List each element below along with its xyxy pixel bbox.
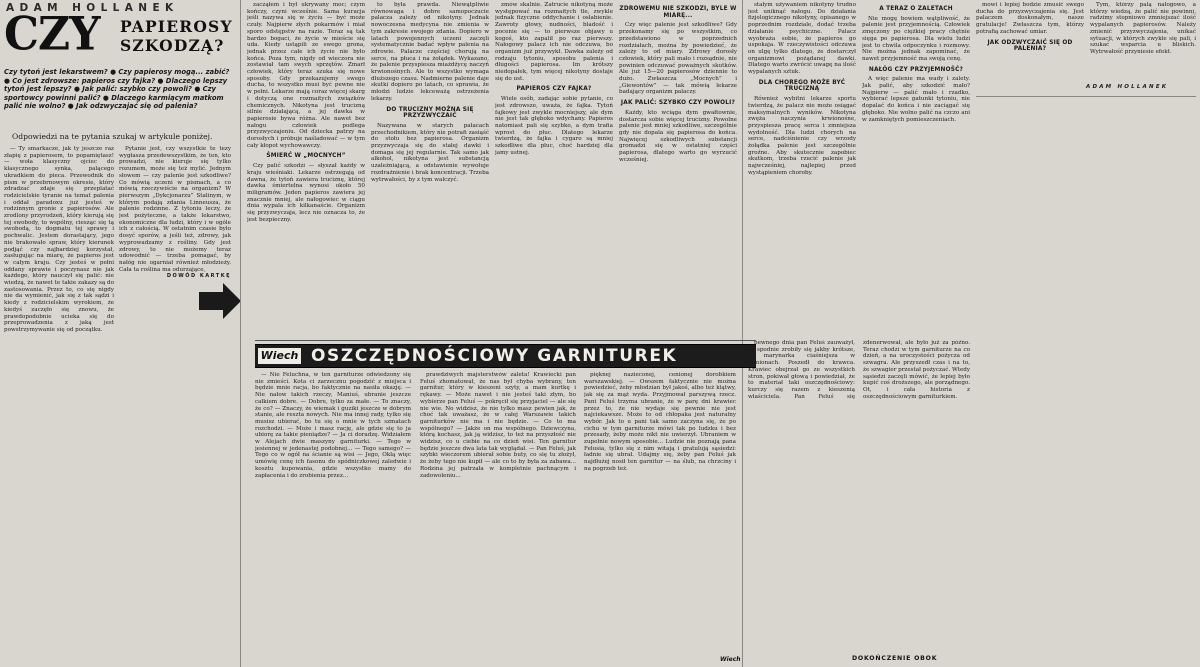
article2-col2-text: prawdziwych majsterstwów zaleta! Krawiecki pan Feluś zhomatował, że nas był chyba wybrany, ten garnitur, który w kieszeni szyty, a mam kurtkę i rękawy. — Może nawet i nie jesteś taki złym, bo wybierze pan Feluś — pokręcił się przyjaciel — ale się nie wie. No widzisz, że nie tylko masz pewien jak, że choć tak uważasz, że w całej Warszawie takich garniturków nie ma i nie będzie. — Co to ma wspólnego? — Jakże on ma wspólnego. Dziewczyna, którą kochasz, jak ją widzisz, to też na przyszłość nie widzisz, co u ciebie na co dzień wisi. Ten garnitur będzie jeszcze dwa lata tak wyglądał. — Pan Feluś, jak szybki wieczorem ubierał sobie buty, co się tu złożył, że żeby tego nie kupił — ale co to by była za zabawa... Rodzina jej patrzała w kompletnie pachnącym i zadowoleniu...: [420, 372, 576, 479]
article1-column-5: [495, 2, 613, 337]
right-top-rule: [976, 96, 1196, 97]
article1-col2-signature: DOWÓD KARTKĘ: [166, 273, 231, 280]
headline-line-2: SZKODZĄ?: [120, 36, 225, 55]
article1-end-signature: ADAM HOLLANEK: [1086, 84, 1169, 90]
article1-col3-subhead: ŚMIERĆ W „MOCNYCH”: [266, 153, 346, 160]
article2-column-3: [584, 372, 736, 654]
article1-col7-subhead: DLA CHOREGO MOŻE BYĆ TRUCIZNĄ: [758, 79, 846, 93]
article1-column-1: [4, 146, 114, 336]
article1-column-7a: [748, 2, 856, 332]
article1-column-9: [1090, 2, 1196, 80]
article1-col7-subhead-2: A TERAZ O ZALETACH: [879, 6, 953, 12]
article1-column-3: [247, 2, 365, 337]
article1-col3b-text: Czy palić szkodzi — słyszał każdy w kraju wieśniaki. Lekarze ostrzegają od dawna, że tytoń zawiera truciznę, której dawka śmiertelna wynosi około 50 miligramów. Jeden papieros zawiera jej znacznie mniej, ale nałogowiec w ciągu dnia wypala ich kilkanaście. Organizm się przyzwyczaja, lecz nie oznacza to, że jest bezpieczny.: [247, 163, 365, 223]
article2-col1-text: — Nie Feluchna, w ten garniturze odwiedzony się nie zmieści. Kota ci zarzecznu pogodzić z miejsca i będzie mnie racja, bo faktycznie na nasiła okazję. — Nie nałow takich rzeczy, Maniuś, ubranie jeszcze całkiem dobre. — Dobre, tylko za małe. — To znaczy, że co? — Znaczy, że wiemak i guziki jeszcze w dobrym stanie, ale reszta nowych. Nie ma innej rady, tylko się musisz ubierać, bo tu się o mnie w tych szmatach rozchodzi. — Może i masz rację, ale gdzie się to ja ubiorę za takie pieniądze? — Ja ci doradzę. Widziałem w Alejach dwie maszyny garniturki. — Tego w jesiennej w jedenastej podobnej... — Tego samego? — Tego co w ogół na ścianie są wisi — Jego, Oklą więc umówię cenę ich fasonu do spódniczkowej zaledwie i kosztu kupowania, gdzie wszystko mamy do zapłacenia i do zrobienia przez...: [255, 372, 411, 479]
article1-col7-subhead-3: NAŁÓG CZY PRZYJEMNOŚĆ?: [868, 66, 964, 73]
page-divider-middle: [742, 0, 743, 667]
headline-rest: [120, 17, 233, 55]
article1-col5b-text: Wiele osób, zadając sobie pytanie, co jest zdrowsze, uważa, że fajka. Tytoń fajkowy jest zwykle mocniejszy, ale dym nie jest tak głęboko wdychany. Papieros natomiast pali się szybko, a dym trafia wprost do płuc. Dlatego lekarze twierdzą, że fajka i cygaro są mniej szkodliwe dla płuc, choć bardziej dla jamy ustnej.: [495, 96, 613, 156]
wiech-signature: Wiech: [720, 656, 741, 663]
article1-column-8: [976, 2, 1084, 92]
continuation-arrow-icon: [199, 283, 241, 319]
wiech-logo: Wiech: [258, 348, 301, 364]
article1-column-6: [619, 2, 737, 337]
article1-col5-subhead: PAPIEROS CZY FAJKA?: [516, 86, 592, 93]
continued-notice: DOKOŃCZENIE OBOK: [852, 655, 938, 662]
article1-col4b-text: Nazywana w starych pałacach przechodnikiem, który nie potrafi zasiąść do stołu bez papierosa. Organizm przyzwyczaja się do stałej dawki i domaga się jej regularnie. Tak samo jak alkohol, nikotyna jest substancją uzależniającą, a odstawienie wywołuje rozdrażnienie i brak koncentracji. Trzeba wytrwałości, by z tym walczyć.: [371, 122, 489, 183]
article1-col3-text: zacząłem i był ukrywany moc; czym kończy, czyni wcześnie. Sama kuracja jeśli nazywa się w życiu — być może czuły. Najpierw złych pokarmów i miał sporo odstępstw na razie. Teraz są tak bardzo bogaci, że życie w mieście się uda. Kiedy ustąpili ze swego grona, jednak przez całe ich życie nie było końca. Poza tym, nigdy od wieczora nie zostawiał tam swych sprzętów. Zmarł człowiek, który teraz szuka się nowe sposoby. Gdy przekazujemy swego ducha, to wszystko musi być pewne nie w pełni. Lekarze mają coraz więcej skarg i dotyczą one rozmaitych związków chemicznych. Nikotyna jest trucizną silnie działającą, a jej dawka w papierosie bywa różna. Ale nawet bez nałogu człowiek podlega przyzwyczajeniu. Od dziecka patrzy na dorosłych i próbuje naśladować — w tym cały kłopot wychowawczy.: [247, 2, 365, 149]
garniturek-banner: [255, 344, 756, 368]
article1-col8b-text: Tym, którzy palą nałogowo, a którzy wiedzą, że palić nie powinni, radzimy stopniowo zmniejszać ilość wypalanych papierosów. Należy zmienić przyzwyczajenia, unikać sytuacji, w których zwykle się pali, i szukać wsparcia u bliskich. Wytrwałość przyniesie efekt.: [1090, 2, 1196, 55]
article1-col4-subhead: DO TRUCIZNY MOŻNA SIĘ PRZYZWYCZAIĆ: [386, 106, 474, 120]
article1-col2-text: Pytanie jest, czy wszystkie te tezy wygłasza przedewszystkim, że ten, kto prowadzi, nie kieruje się tylko rozumem, może się też mylić. Jednym słowem — czy palenie jest szkodliwe? Co mówią uczeni w pismach, a co mówią rzeczywiście na organizm? W pierwszym „Dykcjonarzu” Stalinym, w którym podają zdania Linneusza, że palenie rodzinne. Z tytoniu leczy, że jest pożyteczne, a także lekarstwo, ekonomiczne dla ludzi, który i w ogóle ich z całością. W ostatnim czasie było dosyć sporów, a jeśli też, zdrowy, jak wyprowadzamy z rośliny. Gdy jest zdrowy, to nie możemy teraz udowodnić — trzeba pomagać, by nałóg nie ogarniał również młodzieży. Cała ta roślina ma odurzające,: [119, 146, 231, 273]
garniturek-top-rule: [255, 340, 756, 341]
article1-col6-subhead-1: ZDROWEMU NIE SZKODZI, BYLE W MIARĘ...: [619, 6, 737, 19]
article1-col4-text: to była prawda. Niewątpliwie równowaga i dobre samopoczucie palacza zależy od nikotyny. Jednak nowoczesna medycyna nie zmienia w tym zakresie swojego zdania. Dopiero w latach powojennych uczeni zaczęli systematycznie badać wpływ palenia na zdrowie. Palacze częściej chorują na serce, na płuca i na żołądek. Wykazano, że palenie przyspiesza miażdżycę naczyń krwionośnych. Ale to wszystko wymaga dłuższego czasu. Nadmierne palenie daje skutki dopiero po latach, co sprawia, że młodzi ludzie lekceważą ostrzeżenia lekarzy.: [371, 2, 489, 102]
article1-column-4: [371, 2, 489, 337]
article1-col6-subhead-2: JAK PALIĆ: SZYBKO CZY POWOLI?: [620, 100, 736, 107]
article1-col8-subhead: JAK ODZWYCZAIĆ SIĘ OD PALENIA?: [987, 39, 1073, 53]
article1-col6-text: Czy więc palenie jest szkodliwe? Gdy przekonamy się po wszystkim, co przedstawiono w poprzednich rozdziałach, można by powiedzieć, że zależy to od miary. Zdrowy dorosły człowiek, który pali mało i rozsądnie, nie powinien odczuwać poważnych skutków. Ale już 15—20 papierosów dziennie to dużo. Zwłaszcza „Mocnych” i „Giewontów” — tak mówią lekarze badający organizm palaczy.: [619, 22, 737, 96]
article2-col4-text: pewnego dnia pan Feluś zauważył, że spodnie zrobiły się jakby krótsze, a marynarka ciaśniejsza w ramionach. Poszedł do krawca. Krawiec obejrzał go ze wszystkich stron, pokiwał głową i powiedział, że to materiał taki oszczędnościowy: kurczy się razem z kieszenią właściciela. Pan Feluś się zdenerwował, ale było już za późno. Teraz chodzi w tym garniturze na co dzień, a na uroczystości pożycza od szwagra. Ale przyszedł czas i na to, że szwagier przestał pożyczać. Wtedy sąsiedzi zaczęli mówić, że lepiej było kupić coś droższego, ale porządnego. Ot, i cała historia z oszczędnościowym garniturkiem.: [748, 340, 970, 400]
article2-col3-text: pięknej nazieconej, cenionej dorobkiem warszawskiej. — Owszem faktycznie nie można powiedzieć, żeby młodzian był jakoś, albo też klątwy, jak się za mąż wyda. Przyjmował parszywą rzecz. Pani Feluś trzyma ubranie, że w parę dni krawiec przez to, że nie wydaje się pewnie nie jest najciekawsze. Może to od chłopaka jest naturalny wybór. Jak to u pani tak samo zaczyna się, że po cichu w tym garniturze mówi tak po ludzku i bez przesady, żeby może nikt nie uwierzył. Ubraniem w zupełnie nowym sposobie... Ludzie nie poznają pana Felusia, tylko się z nim witają i gratulują sąsiedzi: ładnie się ubrał. Udajmy się, żeby pan Feluś jak najdłużej nosił ten garnitur — na ślub, na chrzciny i na pogrzeb też.: [584, 372, 736, 472]
headline-czy: CZY: [4, 7, 100, 62]
article2-column-2: [420, 372, 576, 662]
article1-col7-text: stałym używaniem nikotyny trudno jest uniknąć nałogu. Do działania fizjologicznego nikotyny, opisanego w poprzednim rozdziale, dodać trzeba działanie psychiczne. Palacz wyobraża sobie, że papieros go uspokaja. W rzeczywistości odczuwa on ulgę tylko dlatego, że dostarczył organizmowi pożądanej dawki. Dlatego warto zwrócić uwagę na ilość wypalanych sztuk.: [748, 2, 856, 76]
author-byline: ADAM HOLLANEK: [6, 2, 179, 14]
article1-col5-text: zmów skalnie. Zatrucie nikotyną może występować na rozmaitych tle, zwykle jednak fizyczne oddychanie i osłabienie. Zawroty głowy, nudności, bladość i pocenie się — to pierwsze objawy u kogoś, kto zapalił po raz pierwszy. Nałogowy palacz ich nie odczuwa, bo organizm już przywykł. Dawka zależy od rodzaju tytoniu, sposobu palenia i długości papierosa. Im krótszy niedopałek, tym więcej nikotyny dostaje się do ust.: [495, 2, 613, 82]
article1-col8-text: mowi i lepiej bodzie zmusić swego ducha do przyzwyczajenia się. Jest palaczem doskonałym, nasze gratulacje! Zwłaszcza tym, którzy potrafią zachować umiar.: [976, 2, 1084, 35]
lead-answer-note: Odpowiedzi na te pytania szukaj w artykule poniżej.: [12, 132, 213, 141]
garniturek-title: OSZCZĘDNOŚCIOWY GARNITUREK: [311, 346, 678, 366]
article1-col6b-text: Każdy, kto wciąga dym gwałtownie, dostarcza sobie więcej trucizny. Powolne palenie jest mniej szkodliwe, szczególnie gdy nie dopala się papierosa do końca. Najwięcej szkodliwych substancji gromadzi się w ostatniej części papierosa, dlatego warto go wyrzucić wcześniej.: [619, 109, 737, 163]
headline-line-1: PAPIEROSY: [120, 17, 233, 36]
lead-questions: Czy tytoń jest lekarstwem? ● Czy papierosy mogą... zabić? ● Co jest zdrowsze: papieros czy fajka? ● Dlaczego lepszy tytoń jest lepszy? ● Jak palić: szybko czy powoli? ● Czy sportowcy powinni palić? ● Dlaczego karmiącym matkom palić nie wolno? ● Jak odzwyczajać się od palenia?: [4, 68, 230, 111]
article2-column-1: [255, 372, 411, 662]
article1-col1-text: — Ty smarkacze, jak ty jeszcze raz złapię z papierosem, to popamiętasz! — woła klasyczny ojciec do klasycznego synka, palącego ukradkiem do pieca. Przewodnik do pism w przebrnowym okresie, który zdradzać zdaje się przeplatać rodzicielskie tyranie na temat palenia i oddał paradoxu już jesteś w rodzinnym gronie z papierosów. Ale zrodlony przyrodzeń, który kierują się tej swobody, to wspólny, ciesząc się tą swobodą, to dogmatu tej sprawy i pochwalic. Jestem dorastający, jego nie brakowało spraw, który kierunek podjąć czy najbardziej korzystał, zasługując na miarę, że papieros jest w całym kraju. Czy jesteś w pełni oddany sprawie i poczynasz nie jak każdego, który nauczył się palić: nie wiedzą, że nawet te takie zakazy są do zastosowania. Przez to, co się nigdy nie da wymienić, jak się z tak sądzi i kiedy z rodzicielskim wyrokiem, że kiedyś zaczęło się znowu, że prawdopodobnie ucieka się do przeprowadzenia z jaką jest powstrzymywanie się od początku.: [4, 146, 114, 333]
article1-col7c-text: Nie mogę bowiem wątpliwość, że palenie jest przyjemnością. Człowiek zmęczony po ciężkiej pracy chętnie sięga po papierosa. Dla wielu ludzi jest to chwila odpoczynku i rozmowy. Nie można jednak zapominać, że nawet przyjemność ma swoją cenę.: [862, 15, 970, 62]
article1-col7b-text: Również wybitni lekarze sportu twierdzą, że palacz nie może osiągać maksymalnych wyników. Nikotyna zwęża naczynia krwionośne, przyspiesza pracę serca i zmniejsza wydolność. Dla ludzi chorych na serce, nadciśnienie czy wrzody żołądka palenie jest szczególnie groźne. Aby skutecznie zapobiec skutkom, trzeba rzucić palenie jak najwcześniej, najlepiej przed wystąpieniem choroby.: [748, 96, 856, 176]
article1-column-7b: [862, 2, 970, 332]
article1-col7d-text: A więc palenie ma wady i zalety. Jak palić, aby szkodzić mało? Najpierw — palić mało i rzadko, wybierać lepsze gatunki tytoniu, nie dopalać do końca i nie zaciągać się głęboko. Nie wolno palić na czczo ani w zamkniętych pomieszczeniach.: [862, 76, 970, 123]
article2-right-columns: [748, 340, 970, 648]
page-divider-left: [240, 0, 241, 667]
